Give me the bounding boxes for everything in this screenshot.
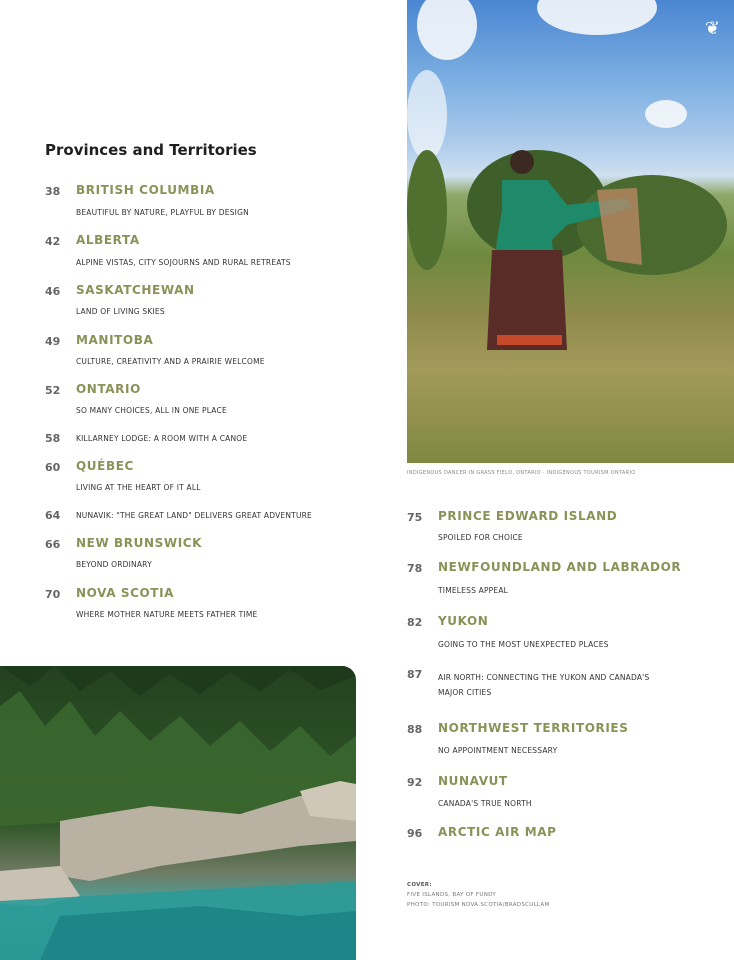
page-number: 82 xyxy=(407,616,423,629)
entry-title: YUKON xyxy=(438,614,489,628)
entry-title: NEW BRUNSWICK xyxy=(76,536,203,550)
page-number: 96 xyxy=(407,827,423,840)
entry-subtitle: WHERE MOTHER NATURE MEETS FATHER TIME xyxy=(76,610,258,619)
entry-subtitle: TIMELESS APPEAL xyxy=(438,586,509,595)
page-number: 49 xyxy=(45,335,61,348)
entry-title: ALBERTA xyxy=(76,233,140,247)
entry-subtitle: BEYOND ORDINARY xyxy=(76,560,152,569)
entry-subtitle: CULTURE, CREATIVITY AND A PRAIRIE WELCOME xyxy=(76,357,265,366)
entry-subtitle: SO MANY CHOICES, ALL IN ONE PLACE xyxy=(76,406,227,415)
page-number: 46 xyxy=(45,285,61,298)
entry-title: ONTARIO xyxy=(76,382,141,396)
entry-subtitle: LIVING AT THE HEART OF IT ALL xyxy=(76,483,201,492)
page-number: 58 xyxy=(45,432,61,445)
page-number: 78 xyxy=(407,562,423,575)
entry-inline-title: KILLARNEY LODGE: A ROOM WITH A CANOE xyxy=(76,434,248,443)
entry-subtitle: LAND OF LIVING SKIES xyxy=(76,307,165,316)
page-number: 75 xyxy=(407,511,423,524)
entry-subtitle: BEAUTIFUL BY NATURE, PLAYFUL BY DESIGN xyxy=(76,208,249,217)
entry-subtitle: SPOILED FOR CHOICE xyxy=(438,533,523,542)
entry-title: NOVA SCOTIA xyxy=(76,586,175,600)
entry-subtitle: CANADA'S TRUE NORTH xyxy=(438,799,532,808)
entry-title: PRINCE EDWARD ISLAND xyxy=(438,509,618,523)
cover-credit-photographer: PHOTO: TOURISM NOVA SCOTIA/BRADSCULLAM xyxy=(407,902,550,908)
page-number: 92 xyxy=(407,776,423,789)
entry-inline-title: NUNAVIK: "THE GREAT LAND" DELIVERS GREAT ADVENTURE xyxy=(76,511,312,520)
page-number: 60 xyxy=(45,461,61,474)
entry-title: ARCTIC AIR MAP xyxy=(438,825,557,839)
cover-credit-location: FIVE ISLANDS, BAY OF FUNDY xyxy=(407,892,497,898)
entry-title: SASKATCHEWAN xyxy=(76,283,195,297)
photo-caption: INDIGENOUS DANCER IN GRASS FIELD, ONTARIO · INDIGENOUS TOURISM ONTARIO xyxy=(407,470,636,476)
page-number: 42 xyxy=(45,235,61,248)
maple-leaf-icon: ❦ xyxy=(704,18,720,39)
entry-inline-title: AIR NORTH: CONNECTING THE YUKON AND CANADA'S MAJOR CITIES xyxy=(438,673,650,697)
page-number: 66 xyxy=(45,538,61,551)
dancer-figure xyxy=(467,150,667,360)
page-number: 38 xyxy=(45,185,61,198)
page-number: 87 xyxy=(407,668,423,681)
section-heading: Provinces and Territories xyxy=(45,141,257,159)
entry-title: NEWFOUNDLAND AND LABRADOR xyxy=(438,560,682,574)
cover-credit-label: COVER: xyxy=(407,882,432,888)
dancer-photo xyxy=(407,0,734,463)
entry-title: QUÉBEC xyxy=(76,459,134,473)
coastline-photo xyxy=(0,666,356,960)
page-number: 88 xyxy=(407,723,423,736)
entry-subtitle: GOING TO THE MOST UNEXPECTED PLACES xyxy=(438,640,609,649)
entry-title: MANITOBA xyxy=(76,333,154,347)
page-number: 64 xyxy=(45,509,61,522)
entry-title: BRITISH COLUMBIA xyxy=(76,183,215,197)
entry-subtitle: NO APPOINTMENT NECESSARY xyxy=(438,746,558,755)
entry-title: NORTHWEST TERRITORIES xyxy=(438,721,629,735)
page-number: 52 xyxy=(45,384,61,397)
entry-title: NUNAVUT xyxy=(438,774,508,788)
page-number: 70 xyxy=(45,588,61,601)
entry-subtitle: ALPINE VISTAS, CITY SOJOURNS AND RURAL RETREATS xyxy=(76,258,291,267)
